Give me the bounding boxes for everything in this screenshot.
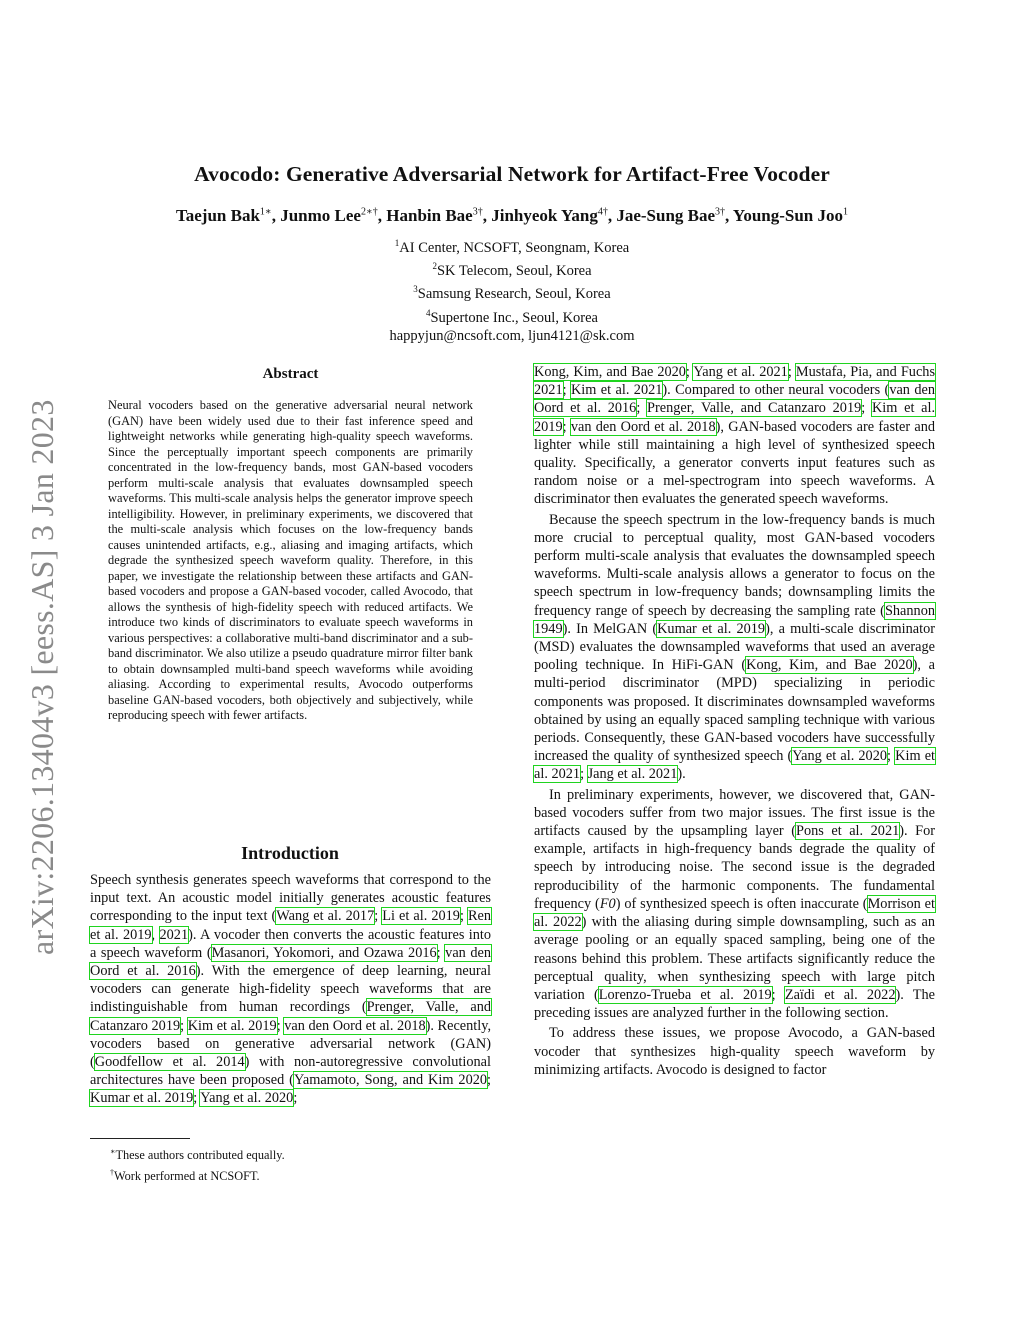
- citation-link[interactable]: Yamamoto, Song, and Kim 2020: [293, 1072, 488, 1089]
- citation-link[interactable]: Yang et al. 2020: [200, 1090, 294, 1107]
- citation-link[interactable]: Kumar et al. 2019: [657, 620, 766, 637]
- citation-link[interactable]: 2021: [159, 926, 189, 943]
- author: Jinhyeok Yang: [491, 206, 598, 225]
- author: Taejun Bak: [175, 206, 260, 225]
- author: Hanbin Bae: [386, 206, 473, 225]
- footnote: †Work performed at NCSOFT.: [110, 1168, 260, 1184]
- citation-link[interactable]: Yang et al. 2020: [792, 748, 888, 765]
- citation-link[interactable]: Kumar et al. 2019: [90, 1090, 194, 1107]
- citation-link[interactable]: Kong, Kim, and Bae 2020: [534, 364, 686, 380]
- citation-link[interactable]: Kim et al. 2019: [534, 400, 936, 435]
- citation-link[interactable]: Ren et al. 2019: [90, 908, 491, 943]
- citation-link[interactable]: Pons et al. 2021: [796, 823, 900, 840]
- citation-link[interactable]: Masanori, Yokomori, and Ozawa 2016: [211, 944, 437, 961]
- author: Young-Sun Joo: [732, 206, 843, 225]
- citation-link[interactable]: Zaïdi et al. 2022: [784, 986, 896, 1003]
- affiliation: $^1$AI Center, NCSOFT, Seongnam, Korea: [394, 238, 630, 256]
- citation-link[interactable]: Prenger, Valle, and Catanzaro 2019: [647, 400, 862, 417]
- paper-title: Avocodo: Generative Adversarial Network for Artifact-Free Vocoder: [194, 162, 830, 186]
- citation-link[interactable]: van den Oord et al. 2018: [284, 1017, 426, 1034]
- footnote-rule: [90, 1138, 190, 1139]
- citation-link[interactable]: Mustafa, Pia, and Fuchs 2021: [534, 364, 936, 399]
- citation-link[interactable]: Kong, Kim, and Bae 2020: [746, 657, 913, 674]
- citation-link[interactable]: Lorenzo-Trueba et al. 2019: [598, 986, 772, 1003]
- citation-link[interactable]: Kim et al. 2019: [187, 1017, 277, 1034]
- arxiv-stamp: arXiv:2206.13404v3 [eess.AS] 3 Jan 2023: [24, 399, 60, 955]
- abstract-heading: Abstract: [262, 366, 319, 382]
- abstract-text: Neural vocoders based on the generative adversarial neural network (GAN) have been widely used due to their fast inference speed and lightweight networks while generating high-quality speech waveforms. Since the perceptually important speech components are primarily concentrated in the low-frequency bands, most GAN-based vocoders perform multi-scale analysis that evaluates downsampled speech waveforms. This multi-scale analysis helps the generator improve speech intelligibility. However, in preliminary experiments, we discovered that the multi-scale analysis which focuses on the low-frequency bands causes unintended artifacts, e.g., aliasing and imaging artifacts, which degrade the synthesized speech waveform quality. Therefore, in this paper, we investigate the relationship between these artifacts and GAN-based vocoders and propose a GAN-based vocoder, called Avocodo, that allows the synthesis of high-fidelity speech with reduced artifacts. We introduce two kinds of discriminators to evaluate speech waveforms in various perspectives: a collaborative multi-band discriminator and a sub-band discriminator. We also utilize a pseudo quadrature mirror filter bank to obtain downsampled multi-band speech waveforms while avoiding aliasing. According to experimental results, Avocodo outperforms baseline GAN-based vocoders, both objectively and subjectively, while reproducing speech with fewer artifacts.: [108, 398, 473, 722]
- citation-link[interactable]: Morrison et al. 2022: [534, 895, 935, 931]
- author: Jae-Sung Bae: [616, 206, 716, 225]
- author-list: Taejun Bak$^{1∗}$, Junmo Lee$^{2∗\dagger}$, Hanbin Bae$^{3\dagger}$, Jinhyeok Yang$^{4\dagger}$, Jae-Sung Bae$^{3\dagger}$, Young-Sun Joo$^1$: [175, 206, 848, 225]
- body-paragraph: Because the speech spectrum in the low-frequency bands is much more crucial to perceptual quality, most GAN-based vocoders perform multi-scale analysis that evaluates the downsampled speech waveforms. Multi-scale analysis allows a generator to focus on the speech spectrum in low-frequency bands; downsampling limits the frequency range of speech by decreasing the sampling rate (Shannon 1949). In MelGAN (Kumar et al. 2019), a multi-scale discriminator (MSD) evaluates the downsampled waveforms that used an average pooling technique. In HiFi-GAN (Kong, Kim, and Bae 2020), a multi-period discriminator (MPD) specializing in periodic components was proposed. It discriminates downsampled waveforms obtained by using an equally spaced sampling technique with various periods. Consequently, these GAN-based vocoders have successfully increased the quality of synthesized speech (Yang et al. 2020; Kim et al. 2021; Jang et al. 2021).: [534, 511, 936, 783]
- citation-link[interactable]: van den Oord et al. 2016: [534, 382, 935, 417]
- citation-link[interactable]: Li et al. 2019: [382, 908, 460, 925]
- right-column: [534, 363, 935, 1079]
- citation-link[interactable]: Shannon 1949: [534, 602, 935, 637]
- citation-link[interactable]: Goodfellow et al. 2014: [94, 1054, 245, 1071]
- affiliation: $^4$Supertone Inc., Seoul, Korea: [425, 307, 598, 326]
- citation-link[interactable]: Yang et al. 2021: [693, 364, 788, 380]
- citation-link[interactable]: Prenger, Valle, and Catanzaro 2019: [90, 999, 492, 1034]
- affiliation: $^3$Samsung Research, Seoul, Korea: [413, 284, 611, 303]
- citation-link[interactable]: Wang et al. 2017: [276, 908, 375, 925]
- footnotes: [110, 1143, 490, 1185]
- math-symbol: F0: [599, 895, 616, 912]
- footnote: ∗These authors contributed equally.: [110, 1147, 285, 1163]
- author: Junmo Lee: [280, 206, 361, 225]
- author-emails: happyjun@ncsoft.com, ljun4121@sk.com: [389, 327, 635, 344]
- affiliations: [0, 234, 1024, 345]
- citation-link[interactable]: Kim et al. 2021: [534, 748, 936, 783]
- citation-link[interactable]: van den Oord et al. 2016: [90, 944, 491, 980]
- citation-link[interactable]: van den Oord et al. 2018: [570, 418, 716, 435]
- intro-paragraph: Speech synthesis generates speech waveforms that correspond to the input text. An acoustic model initially generates acoustic features corresponding to the input text (Wang et al. 2017; Li et al. 2019; Ren et al. 2019, 2021). A vocoder then converts the acoustic features into a speech waveform (Masanori, Yokomori, and Ozawa 2016; van den Oord et al. 2016). With the emergence of deep learning, neural vocoders can generate high-fidelity speech waveforms that are indistinguishable from human recordings (Prenger, Valle, and Catanzaro 2019; Kim et al. 2019; van den Oord et al. 2018). Recently, vocoders based on generative adversarial network (GAN) (Goodfellow et al. 2014) with non-autoregressive convolutional architectures have been proposed (Yamamoto, Song, and Kim 2020; Kumar et al. 2019; Yang et al. 2020;: [90, 872, 492, 1107]
- body-paragraph: Kong, Kim, and Bae 2020; Yang et al. 2021; Mustafa, Pia, and Fuchs 2021; Kim et al. 2021). Compared to other neural vocoders (van den Oord et al. 2016; Prenger, Valle, and Catanzaro 2019; Kim et al. 2019; van den Oord et al. 2018), GAN-based vocoders are faster and lighter while still maintaining a high level of synthesized speech quality. Specifically, a generator converts input features such as random noise or a mel-spectrogram into speech waveforms. A discriminator then evaluates the generated speech waveforms.: [534, 364, 936, 508]
- citation-link[interactable]: Jang et al. 2021: [587, 766, 678, 783]
- citation-link[interactable]: Kim et al. 2021: [570, 382, 663, 399]
- introduction-heading: Introduction: [241, 843, 339, 863]
- affiliation: $^2$SK Telecom, Seoul, Korea: [432, 261, 592, 280]
- body-paragraph: To address these issues, we propose Avocodo, a GAN-based vocoder that synthesizes high-quality speech waveform by minimizing artifacts. Avocodo is designed to factor: [534, 1025, 935, 1078]
- body-paragraph: In preliminary experiments, however, we discovered that, GAN-based vocoders suffer from two major issues. The first issue is the artifacts caused by the upsampling layer (Pons et al. 2021). For example, artifacts in high-frequency bands degrade the quality of speech by introducing noise. The second issue is the degraded reproducibility of the harmonic components. The fundamental frequency (F0) of synthesized speech is often inaccurate (Morrison et al. 2022) with the aliasing during simple downsampling, such as an average pooling or an equally spaced sampling, being one of the reasons behind this problem. These artifacts significantly reduce the perceptual quality, when synthesizing speech with large pitch variation (Lorenzo-Trueba et al. 2019; Zaïdi et al. 2022). The preceding issues are analyzed further in the following section.: [534, 786, 936, 1022]
